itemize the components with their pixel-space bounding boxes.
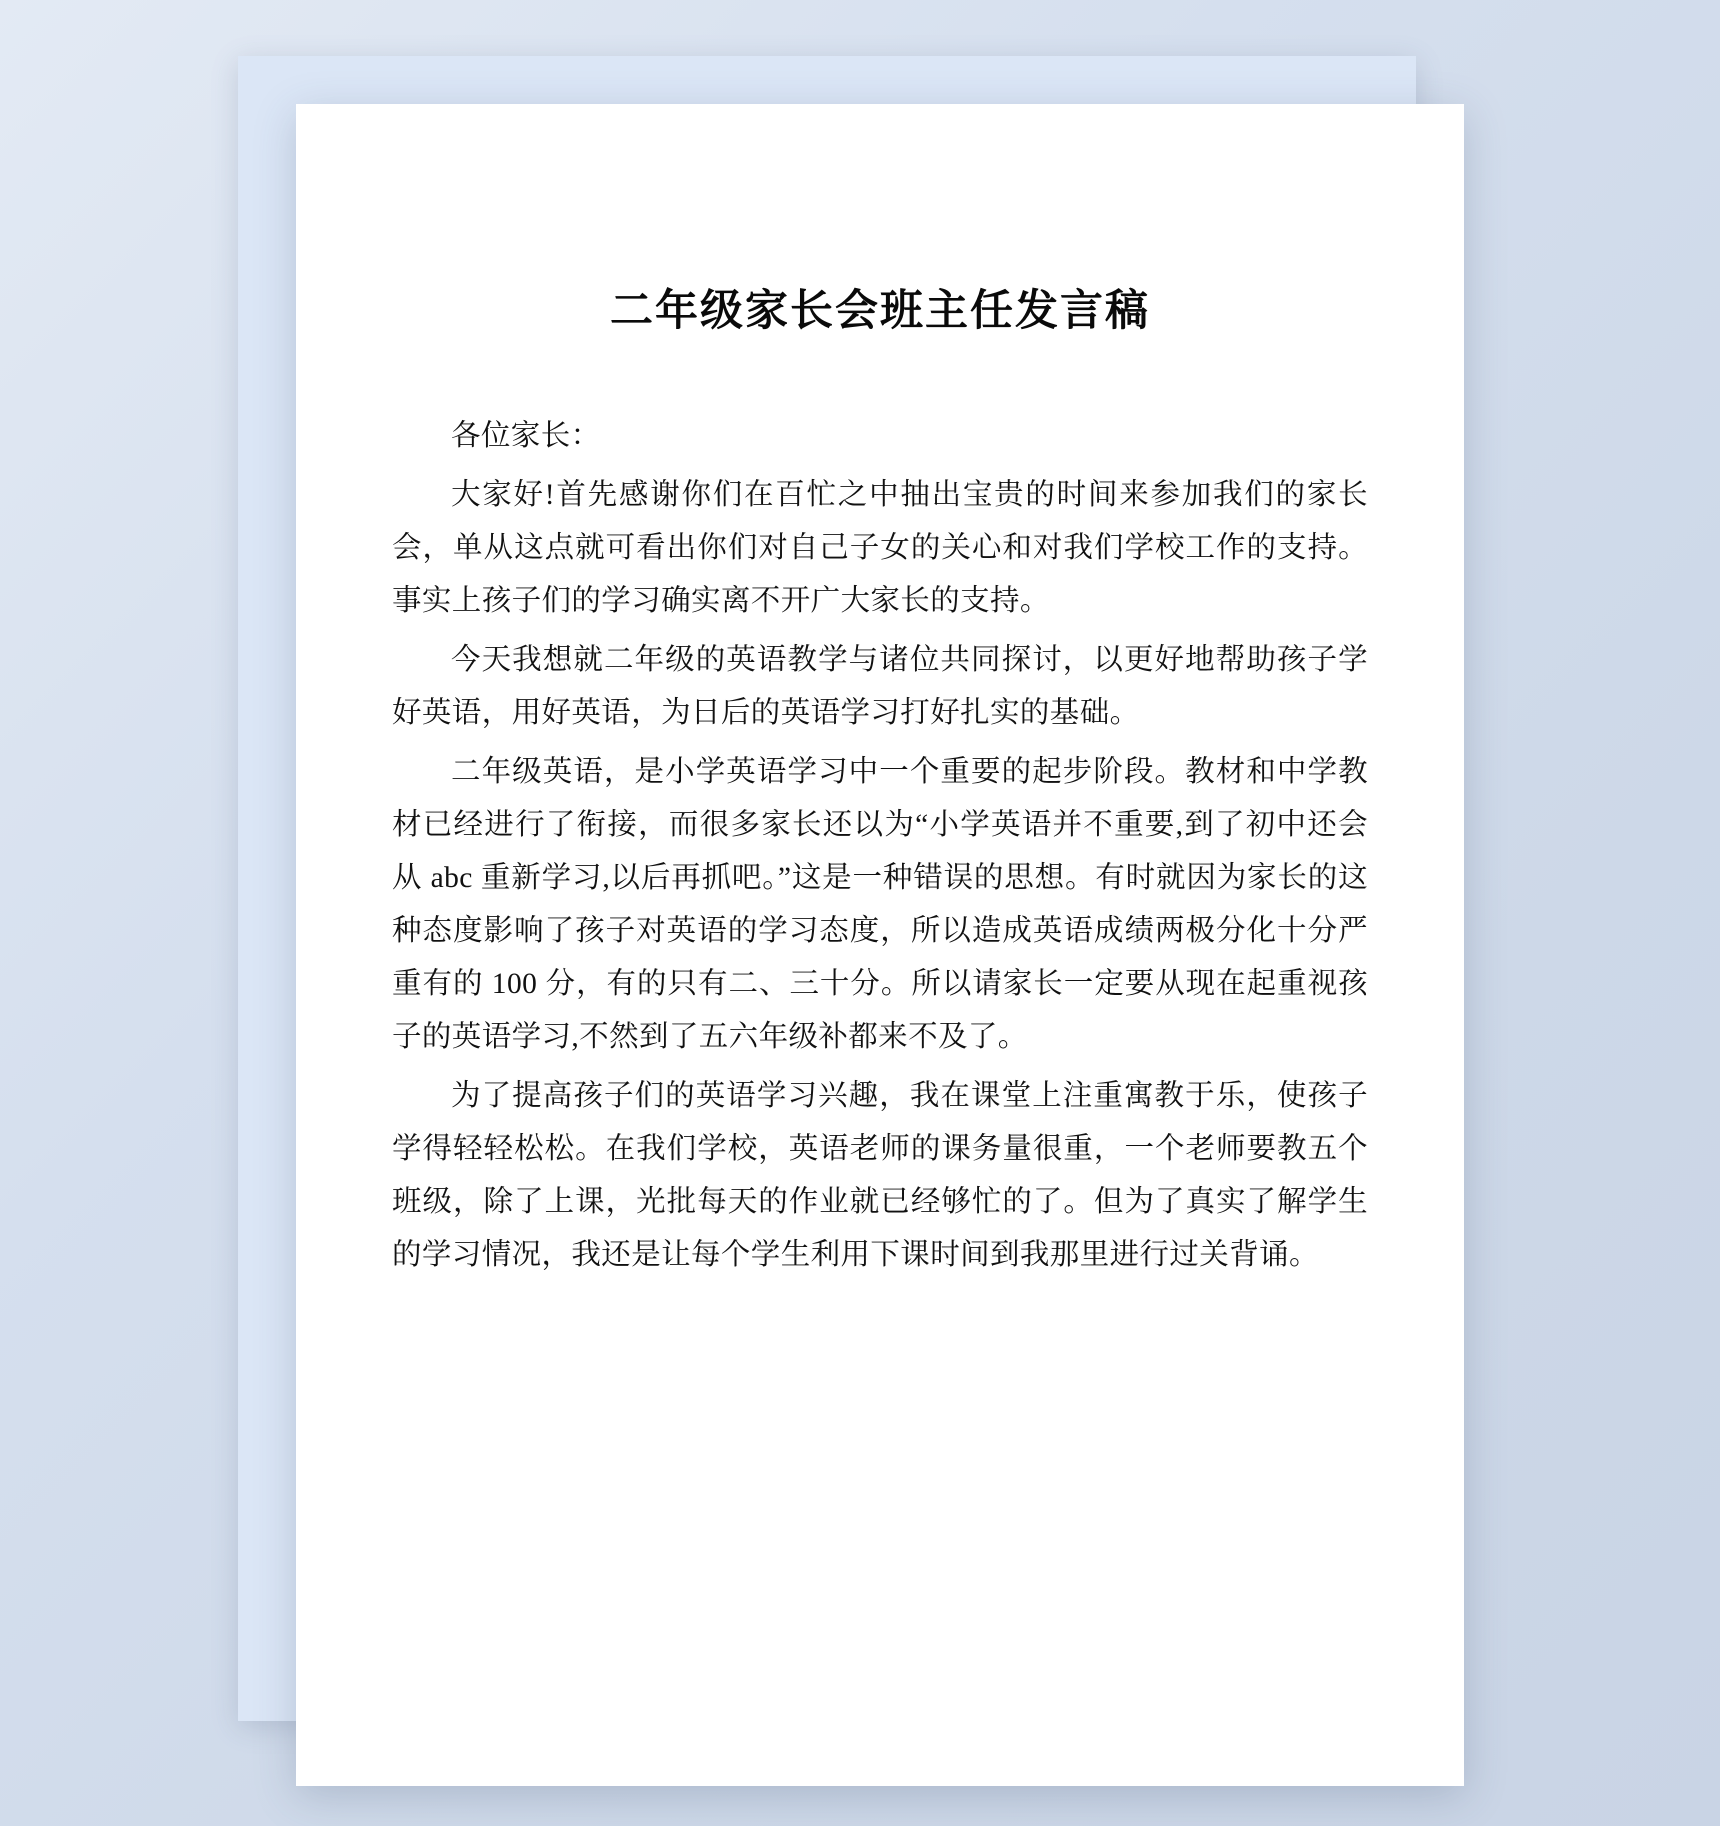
paragraph-teaching-method: 为了提高孩子们的英语学习兴趣，我在课堂上注重寓教于乐，使孩子学得轻轻松松。在我们学校，英语老师的课务量很重，一个老师要教五个班级，除了上课，光批每天的作业就已经够忙的了。但为了真实了解学生的学习情况，我还是让每个学生利用下课时间到我那里进行过关背诵。 [392, 1079, 1368, 1271]
paragraph-topic: 今天我想就二年级的英语教学与诸位共同探讨，以更好地帮助孩子学好英语，用好英语，为日后的英语学习打好扎实的基础。 [392, 643, 1368, 729]
document-body [296, 104, 1464, 1786]
paragraph-greeting: 大家好!首先感谢你们在百忙之中抽出宝贵的时间来参加我们的家长会，单从这点就可看出你们对自己子女的关心和对我们学校工作的支持。事实上孩子们的学习确实离不开广大家长的支持。 [392, 478, 1368, 617]
document-page [296, 104, 1464, 1786]
page-title: 二年级家长会班主任发言稿 [610, 288, 1150, 335]
paragraph-salutation: 各位家长： [451, 419, 601, 452]
paragraph-importance: 二年级英语，是小学英语学习中一个重要的起步阶段。教材和中学教材已经进行了衔接，而很多家长还以为“小学英语并不重要,到了初中还会从 abc 重新学习,以后再抓吧。”这是一种错误的思想。有时就因为家长的这种态度影响了孩子对英语的学习态度，所以造成英语成绩两极分化十分严重有的 100 分，有的只有二、三十分。所以请家长一定要从现在起重视孩子的英语学习,不然到了五六年级补都来不及了。 [392, 755, 1368, 1053]
